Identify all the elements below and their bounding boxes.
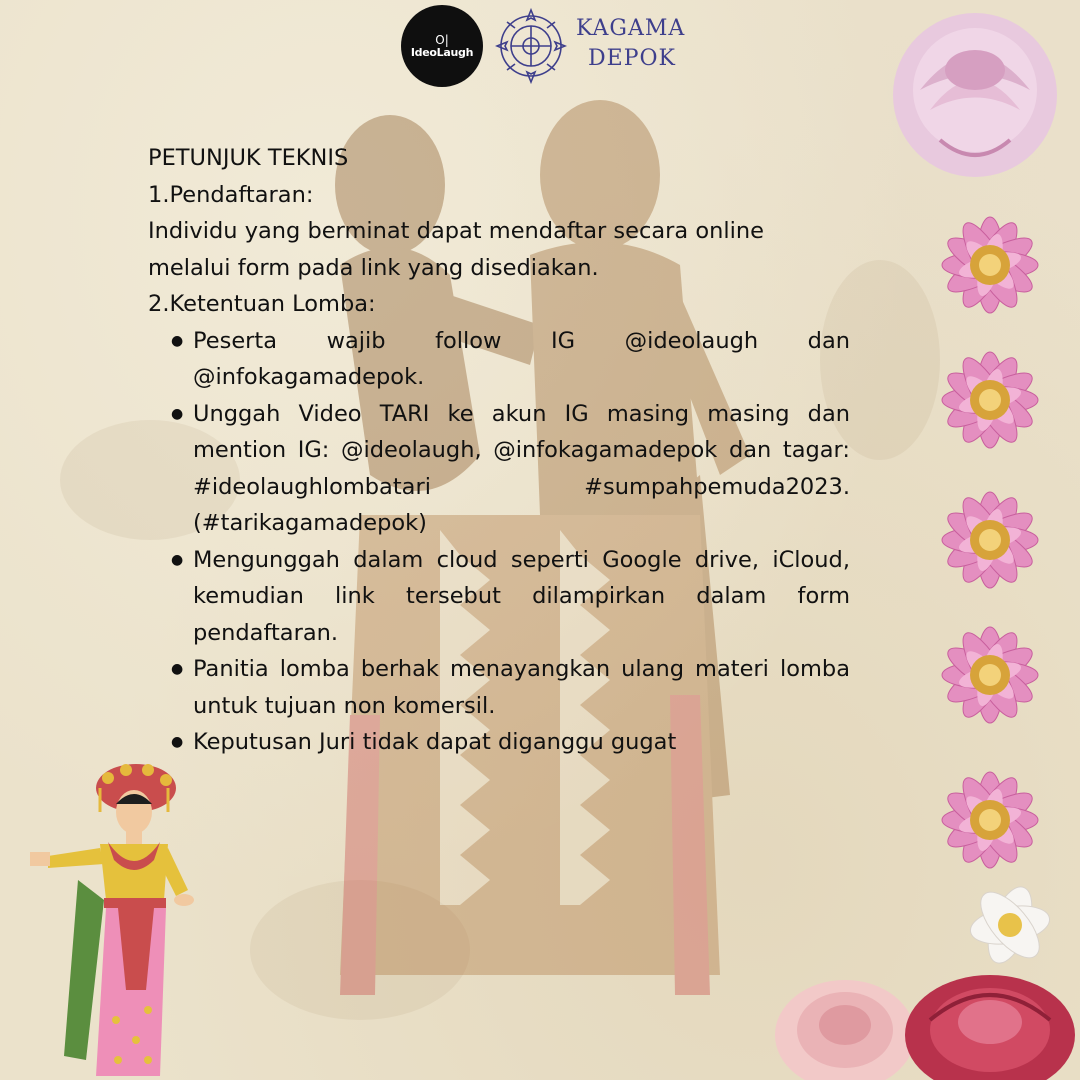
ideolaugh-logo-mark: O| xyxy=(435,32,449,47)
rule-text: Panitia lomba berhak menayangkan ulang materi lomba untuk tujuan non komersil. xyxy=(193,656,850,719)
kagama-depok-wordmark xyxy=(576,14,685,74)
list-item xyxy=(171,542,850,652)
section-title-rules: 2.Ketentuan Lomba: xyxy=(148,291,376,317)
bullet-icon: ● xyxy=(171,332,184,349)
registration-text-line1: Individu yang berminat dapat mendaftar secara online xyxy=(148,218,764,244)
bullet-icon: ● xyxy=(171,661,184,677)
list-item xyxy=(171,724,850,761)
rule-text: Keputusan Juri tidak dapat diganggu gugat xyxy=(193,729,677,755)
bullet-icon: ● xyxy=(171,405,184,422)
bullet-icon: ● xyxy=(171,734,184,750)
page-title: PETUNJUK TEKNIS xyxy=(148,145,349,171)
rule-text: Unggah Video TARI ke akun IG masing masing dan mention IG: @ideolaugh, @infokagamadepok dan tagar: #ideolaughlombatari #sumpahpemuda2023. (#tarikagamadepok) xyxy=(193,400,850,536)
ideolaugh-logo-icon xyxy=(401,5,483,87)
kagama-wordmark-line2: DEPOK xyxy=(588,46,676,71)
peony-flower-icon xyxy=(880,0,1070,185)
rules-list xyxy=(148,323,850,761)
dancer-illustration-icon xyxy=(8,760,208,1080)
kagama-emblem-icon xyxy=(495,6,567,86)
rose-flower-icon xyxy=(770,965,920,1080)
list-item xyxy=(171,651,850,724)
technical-guidelines-panel xyxy=(148,140,850,761)
bullet-icon: ● xyxy=(171,551,184,568)
ideolaugh-logo-text: IdeoLaugh xyxy=(410,45,474,59)
red-peony-icon xyxy=(900,960,1080,1080)
rule-text: Peserta wajib follow IG @ideolaugh dan @infokagamadepok. xyxy=(193,327,850,390)
rule-text: Mengunggah dalam cloud seperti Google drive, iCloud, kemudian link tersebut dilampirkan dalam form pendaftaran. xyxy=(193,546,850,646)
list-item xyxy=(171,323,850,396)
list-item xyxy=(171,396,850,542)
flower-icon xyxy=(905,595,1075,755)
kagama-wordmark-line1: KAGAMA xyxy=(576,16,686,41)
registration-text-line2: melalui form pada link yang disediakan. xyxy=(148,254,599,281)
section-title-registration: 1.Pendaftaran: xyxy=(148,181,314,208)
flower-icon xyxy=(905,320,1075,480)
